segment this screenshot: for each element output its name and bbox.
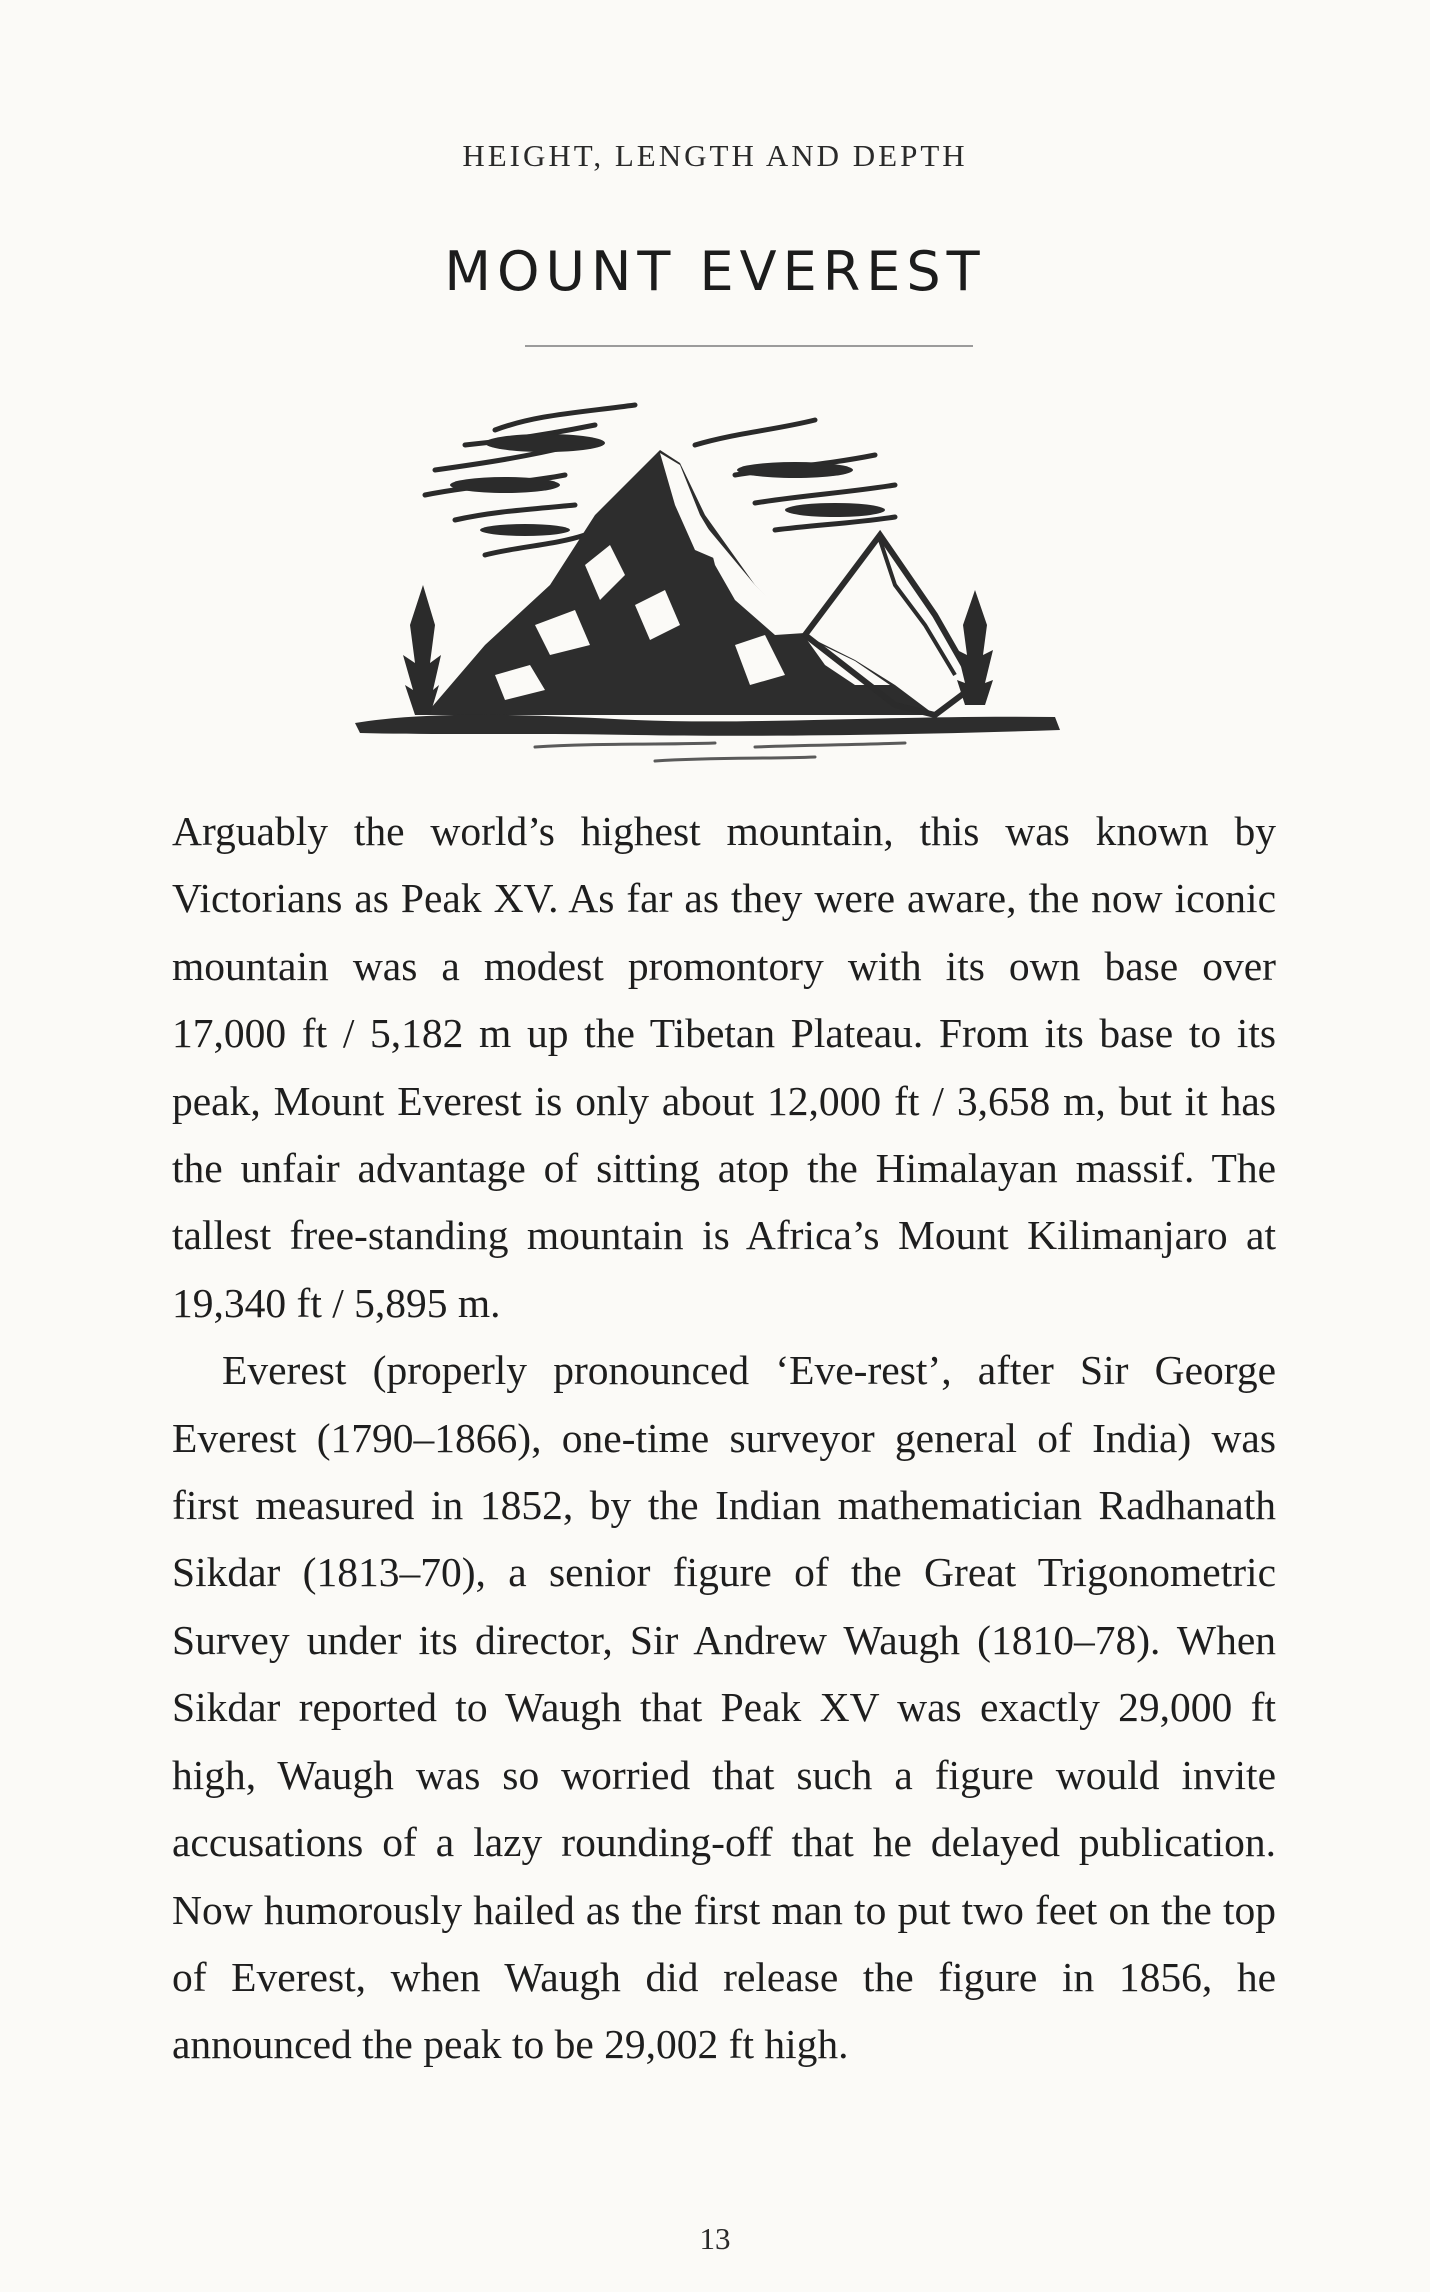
title-divider xyxy=(525,345,973,347)
paragraph-2: Everest (properly pronounced ‘Eve-rest’, after Sir George Everest (1790–1866), one-time surveyor general of India) was first measured in 1852, by the Indian mathematician Radhanath Sikdar (1813–70), a senior figure of the Great Trigonometric Survey under its director, Sir Andrew Waugh (1810–78). When Sikdar reported to Waugh that Peak XV was exactly 29,000 ft high, Waugh was so worried that such a figure would invite accusations of a lazy rounding-off that he delayed publication. Now humorously hailed as the first man to put two feet on the top of Everest, when Waugh did release the figure in 1856, he announced the peak to be 29,002 ft high. xyxy=(172,1347,1276,2068)
mountain-illustration-icon xyxy=(335,385,1095,775)
page-title: MOUNT EVEREST xyxy=(444,240,986,303)
running-head: HEIGHT, LENGTH AND DEPTH xyxy=(462,138,968,173)
body-text xyxy=(172,798,1276,2079)
page-number: 13 xyxy=(699,2221,731,2256)
paragraph-1: Arguably the world’s highest mountain, this was known by Victorians as Peak XV. As far as they were aware, the now iconic mountain was a modest promontory with its own base over 17,000 ft / 5,182 m up the Tibetan Plateau. From its base to its peak, Mount Everest is only about 12,000 ft / 3,658 m, but it has the unfair advantage of sitting atop the Himalayan massif. The tallest free-standing mountain is Africa’s Mount Kilimanjaro at 19,340 ft / 5,895 m. xyxy=(172,808,1276,1326)
